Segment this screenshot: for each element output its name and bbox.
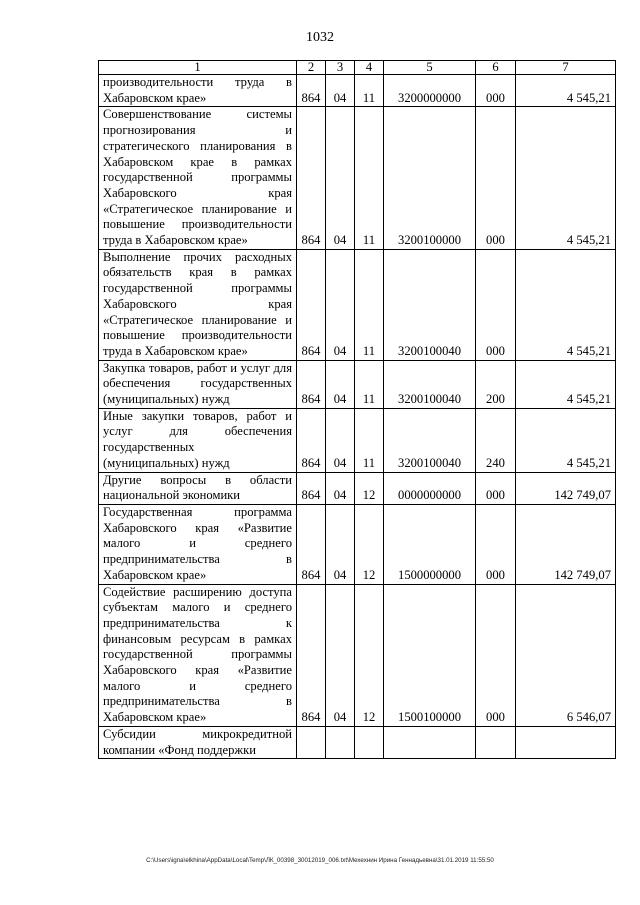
expense-name-cell: Государственная программа Хабаровского края «Развитие малого и среднего предпринимательства в Хабаровском крае»	[99, 504, 297, 584]
section-code-cell: 04	[326, 107, 355, 249]
amount-cell: 142 749,07	[516, 504, 616, 584]
table-row	[99, 408, 616, 472]
column-header: 7	[516, 61, 616, 75]
table-row	[99, 584, 616, 726]
expense-type-cell: 000	[476, 584, 516, 726]
ministry-code-cell: 864	[297, 504, 326, 584]
table-row	[99, 107, 616, 249]
column-header: 1	[99, 61, 297, 75]
target-article-cell: 3200100040	[384, 360, 476, 408]
subsection-code-cell: 11	[355, 107, 384, 249]
table-row	[99, 75, 616, 107]
amount-cell: 4 545,21	[516, 360, 616, 408]
expense-type-cell: 200	[476, 360, 516, 408]
target-article-cell	[384, 726, 476, 758]
target-article-cell: 1500000000	[384, 504, 476, 584]
ministry-code-cell: 864	[297, 249, 326, 360]
section-code-cell: 04	[326, 504, 355, 584]
amount-cell	[516, 726, 616, 758]
budget-table	[98, 60, 616, 759]
expense-name-cell: Субсидии микрокредитной компании «Фонд поддержки	[99, 726, 297, 758]
section-code-cell: 04	[326, 360, 355, 408]
section-code-cell	[326, 726, 355, 758]
section-code-cell: 04	[326, 249, 355, 360]
amount-cell: 4 545,21	[516, 75, 616, 107]
table-header-row	[99, 61, 616, 75]
amount-cell: 4 545,21	[516, 249, 616, 360]
target-article-cell: 3200100000	[384, 107, 476, 249]
ministry-code-cell	[297, 726, 326, 758]
subsection-code-cell: 12	[355, 504, 384, 584]
expense-name-cell: Закупка товаров, работ и услуг для обеспечения государственных (муниципальных) нужд	[99, 360, 297, 408]
table-row	[99, 504, 616, 584]
subsection-code-cell: 12	[355, 472, 384, 504]
table-row	[99, 249, 616, 360]
expense-type-cell: 000	[476, 75, 516, 107]
expense-type-cell: 240	[476, 408, 516, 472]
amount-cell: 142 749,07	[516, 472, 616, 504]
target-article-cell: 0000000000	[384, 472, 476, 504]
column-header: 2	[297, 61, 326, 75]
expense-type-cell	[476, 726, 516, 758]
amount-cell: 6 546,07	[516, 584, 616, 726]
amount-cell: 4 545,21	[516, 107, 616, 249]
column-header: 4	[355, 61, 384, 75]
target-article-cell: 3200000000	[384, 75, 476, 107]
expense-type-cell: 000	[476, 504, 516, 584]
expense-type-cell: 000	[476, 107, 516, 249]
file-path-footer: C:\Users\igna\elkhina\AppData\Local\Temp\ЛК_00398_30012019_006.txt\Мехехнин Ирина Геннадьевна\31.01.2019 11:55:50	[146, 857, 494, 864]
expense-name-cell: Иные закупки товаров, работ и услуг для обеспечения государственных (муниципальных) нужд	[99, 408, 297, 472]
table-row	[99, 360, 616, 408]
ministry-code-cell: 864	[297, 584, 326, 726]
column-header: 3	[326, 61, 355, 75]
target-article-cell: 3200100040	[384, 408, 476, 472]
target-article-cell: 3200100040	[384, 249, 476, 360]
subsection-code-cell: 11	[355, 249, 384, 360]
section-code-cell: 04	[326, 584, 355, 726]
expense-name-cell: Содействие расширению доступа субъектам малого и среднего предпринимательства к финансовым ресурсам в рамках государственной программы Хабаровского края «Развитие малого и среднего предпринимательства в Хабаровском крае»	[99, 584, 297, 726]
column-header: 5	[384, 61, 476, 75]
ministry-code-cell: 864	[297, 107, 326, 249]
subsection-code-cell: 11	[355, 408, 384, 472]
expense-name-cell: производительности труда в Хабаровском крае»	[99, 75, 297, 107]
subsection-code-cell: 11	[355, 360, 384, 408]
subsection-code-cell: 11	[355, 75, 384, 107]
section-code-cell: 04	[326, 408, 355, 472]
ministry-code-cell: 864	[297, 408, 326, 472]
amount-cell: 4 545,21	[516, 408, 616, 472]
expense-name-cell: Совершенствование системы прогнозирования и стратегического планирования в Хабаровском крае в рамках государственной программы Хабаровского края «Стратегическое планирование и повышение производительности труда в Хабаровском крае»	[99, 107, 297, 249]
ministry-code-cell: 864	[297, 472, 326, 504]
subsection-code-cell	[355, 726, 384, 758]
expense-name-cell: Выполнение прочих расходных обязательств края в рамках государственной программы Хабаровского края «Стратегическое планирование и повышение производительности труда в Хабаровском крае»	[99, 249, 297, 360]
target-article-cell: 1500100000	[384, 584, 476, 726]
expense-type-cell: 000	[476, 249, 516, 360]
expense-name-cell: Другие вопросы в области национальной экономики	[99, 472, 297, 504]
ministry-code-cell: 864	[297, 75, 326, 107]
expense-type-cell: 000	[476, 472, 516, 504]
table-row	[99, 472, 616, 504]
section-code-cell: 04	[326, 75, 355, 107]
section-code-cell: 04	[326, 472, 355, 504]
ministry-code-cell: 864	[297, 360, 326, 408]
column-header: 6	[476, 61, 516, 75]
table-row	[99, 726, 616, 758]
page-number: 1032	[306, 30, 334, 45]
subsection-code-cell: 12	[355, 584, 384, 726]
